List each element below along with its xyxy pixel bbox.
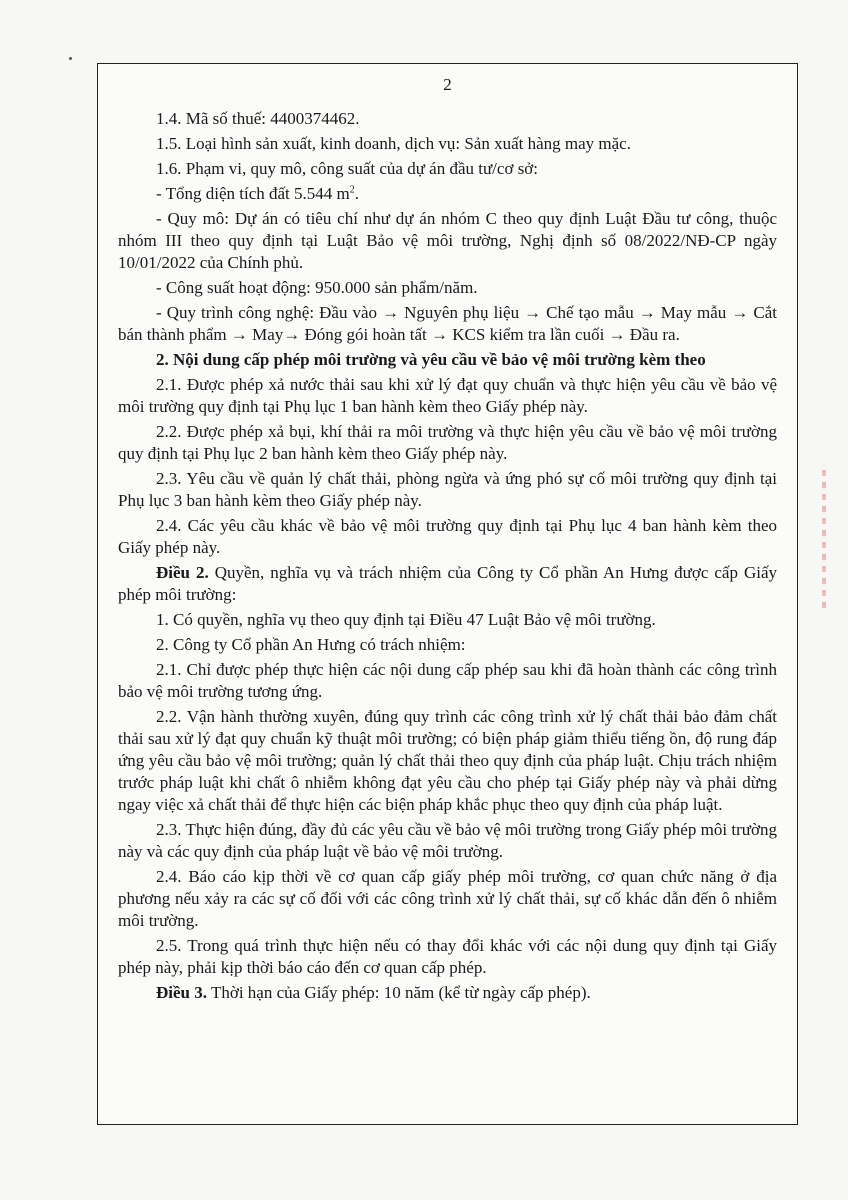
paragraph-2-4: 2.4. Các yêu cầu khác về bảo vệ môi trường quy định tại Phụ lục 4 ban hành kèm theo Giấy phép này. [118,516,777,557]
paragraph-scope-heading: 1.6. Phạm vi, quy mô, công suất của dự án đầu tư/cơ sở: [156,159,539,178]
paragraph-rights: 1. Có quyền, nghĩa vụ theo quy định tại Điều 47 Luật Bảo vệ môi trường. [156,610,656,629]
document-body [118,74,777,1007]
article-2 [118,562,777,606]
paragraph-capacity: - Công suất hoạt động: 950.000 sản phẩm/năm. [156,278,478,297]
article-3-label: Điều 3. [156,983,207,1002]
paragraph-resp-2-3: 2.3. Thực hiện đúng, đầy đủ các yêu cầu về bảo vệ môi trường trong Giấy phép môi trường này và các quy định của pháp luật về bảo vệ môi trường. [118,820,777,861]
paragraph-business-type: 1.5. Loại hình sản xuất, kinh doanh, dịch vụ: Sản xuất hàng may mặc. [156,134,631,153]
paragraph-resp-2-5: 2.5. Trong quá trình thực hiện nếu có thay đổi khác với các nội dung quy định tại Giấy phép này, phải kịp thời báo cáo đến cơ quan cấp phép. [118,936,777,977]
paragraph-responsibilities: 2. Công ty Cổ phần An Hưng có trách nhiệm: [156,635,466,654]
section-heading-permit-content: 2. Nội dung cấp phép môi trường và yêu cầu về bảo vệ môi trường kèm theo [156,350,706,369]
article-3 [118,982,777,1004]
paragraph-tax-code: 1.4. Mã số thuế: 4400374462. [156,109,360,128]
stamp-edge-mark [822,470,826,610]
paragraph-scale: - Quy mô: Dự án có tiêu chí như dự án nhóm C theo quy định Luật Đầu tư công, thuộc nhóm III theo quy định tại Luật Bảo vệ môi trường, Nghị định số 08/2022/NĐ-CP ngày 10/01/2022 của Chính phủ. [118,209,777,272]
land-area-text: - Tổng diện tích đất 5.544 m [156,184,350,203]
article-2-label: Điều 2. [156,563,209,582]
paragraph-land-area [118,183,777,205]
article-3-text: Thời hạn của Giấy phép: 10 năm (kể từ ngày cấp phép). [207,983,591,1002]
paragraph-resp-2-1: 2.1. Chỉ được phép thực hiện các nội dung cấp phép sau khi đã hoàn thành các công trình bảo vệ môi trường tương ứng. [118,660,777,701]
document-page-frame [97,63,798,1125]
paragraph-resp-2-2: 2.2. Vận hành thường xuyên, đúng quy trình các công trình xử lý chất thải bảo đảm chất thải sau xử lý đạt quy chuẩn kỹ thuật môi trường; có biện pháp giảm thiểu tiếng ồn, độ rung đáp ứng yêu cầu bảo vệ môi trường; quản lý chất thải theo quy định của pháp luật. Chịu trách nhiệm trước pháp luật khi chất ô nhiễm không đạt yêu cầu cho phép tại Giấy phép này và phải dừng ngay việc xả chất thải để thực hiện các biện pháp khắc phục theo quy định của pháp luật. [118,707,777,814]
land-area-suffix: . [354,184,359,203]
article-2-text: Quyền, nghĩa vụ và trách nhiệm của Công ty Cổ phần An Hưng được cấp Giấy phép môi trường: [118,563,778,604]
paragraph-process: - Quy trình công nghệ: Đầu vào → Nguyên phụ liệu → Chế tạo mẫu → May mẫu → Cắt bán thành phẩm → May→ Đóng gói hoàn tất → KCS kiểm tra lần cuối → Đầu ra. [118,303,777,344]
page-number: 2 [443,75,452,94]
land-area-superscript: 2 [349,184,355,196]
scan-speck [69,57,72,60]
paragraph-2-1: 2.1. Được phép xả nước thải sau khi xử lý đạt quy chuẩn và thực hiện yêu cầu về bảo vệ môi trường quy định tại Phụ lục 1 ban hành kèm theo Giấy phép này. [118,375,777,416]
paragraph-2-2: 2.2. Được phép xả bụi, khí thải ra môi trường và thực hiện yêu cầu về bảo vệ môi trường quy định tại Phụ lục 2 ban hành kèm theo Giấy phép này. [118,422,777,463]
paragraph-resp-2-4: 2.4. Báo cáo kịp thời về cơ quan cấp giấy phép môi trường, cơ quan chức năng ở địa phương nếu xảy ra các sự cố đối với các công trình xử lý chất thải, sự cố khác dẫn đến ô nhiễm môi trường. [118,867,777,930]
paragraph-2-3: 2.3. Yêu cầu về quản lý chất thải, phòng ngừa và ứng phó sự cố môi trường quy định tại Phụ lục 3 ban hành kèm theo Giấy phép này. [118,469,777,510]
